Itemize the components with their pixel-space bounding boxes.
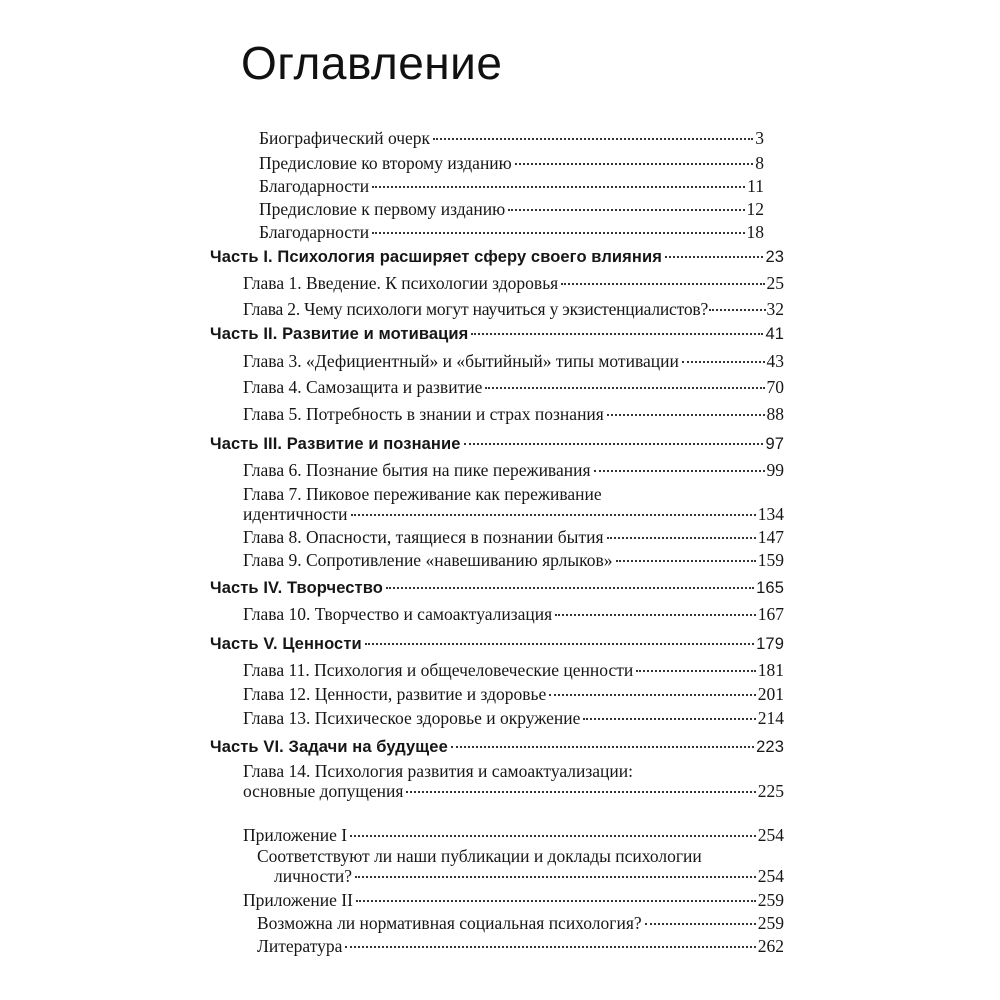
toc-entry-front <box>259 153 764 173</box>
appendix-label: Литература <box>257 936 343 956</box>
toc-entry-front <box>259 128 764 148</box>
entry-label: Благодарности <box>259 176 370 196</box>
appendix-label-continued: личности? <box>274 866 352 886</box>
dot-leader <box>616 560 756 562</box>
toc-part-heading <box>210 737 784 757</box>
dot-leader <box>561 283 764 285</box>
toc-chapter <box>243 404 784 424</box>
entry-page: 18 <box>746 222 764 242</box>
appendix-label: Приложение II <box>243 890 353 910</box>
dot-leader <box>471 333 763 335</box>
chapter-label: Глава 12. Ценности, развитие и здоровье <box>243 684 547 704</box>
entry-label: Предисловие ко второму изданию <box>259 153 512 173</box>
chapter-label: Глава 1. Введение. К психологии здоровья <box>243 273 559 293</box>
toc-chapter <box>243 527 784 547</box>
entry-label: Биографический очерк <box>259 128 431 148</box>
toc-appendix <box>243 890 784 910</box>
part-label: Часть VI. Задачи на будущее <box>210 738 448 756</box>
toc-part-heading <box>210 247 784 267</box>
dot-leader <box>356 900 756 902</box>
toc-part-heading <box>210 578 784 598</box>
part-page: 223 <box>756 738 784 756</box>
toc-chapter-multiline <box>243 761 784 801</box>
toc-part-heading <box>210 324 784 344</box>
page-title: Оглавление <box>241 37 503 89</box>
chapter-label: Глава 2. Чему психологи могут научиться у экзистенциалистов? <box>243 299 709 319</box>
dot-leader <box>682 361 765 363</box>
chapter-label: Глава 7. Пиковое переживание как переживание <box>243 484 602 504</box>
entry-label: Благодарности <box>259 222 370 242</box>
appendix-label: Соответствуют ли наши публикации и доклады психологии <box>257 846 702 866</box>
toc-appendix <box>257 936 784 956</box>
appendix-label: Возможна ли нормативная социальная психология? <box>257 913 642 933</box>
dot-leader <box>433 138 753 140</box>
toc-appendix <box>243 825 784 845</box>
chapter-label: Глава 6. Познание бытия на пике переживания <box>243 460 591 480</box>
part-page: 41 <box>765 325 784 343</box>
toc-appendix-multiline <box>257 846 784 886</box>
chapter-page: 225 <box>757 781 784 801</box>
chapter-label-continued: основные допущения <box>243 781 404 801</box>
dot-leader <box>594 470 765 472</box>
dot-leader <box>351 514 756 516</box>
chapter-label: Глава 11. Психология и общечеловеческие ценности <box>243 660 634 680</box>
part-label: Часть II. Развитие и мотивация <box>210 325 469 343</box>
dot-leader <box>355 876 756 878</box>
toc-chapter <box>243 273 784 293</box>
part-label: Часть I. Психология расширяет сферу своего влияния <box>210 248 662 266</box>
toc-entry-front <box>259 222 764 242</box>
part-page: 97 <box>765 435 784 453</box>
appendix-label: Приложение I <box>243 825 348 845</box>
toc-chapter <box>243 351 784 371</box>
entry-page: 3 <box>755 128 764 148</box>
toc-part-heading <box>210 634 784 654</box>
dot-leader <box>386 587 754 589</box>
appendix-page: 254 <box>757 825 784 845</box>
toc-entry-front <box>259 199 764 219</box>
dot-leader <box>372 232 744 234</box>
chapter-page: 147 <box>757 527 784 547</box>
chapter-page: 70 <box>766 377 784 397</box>
dot-leader <box>583 718 755 720</box>
chapter-label: Глава 5. Потребность в знании и страх познания <box>243 404 604 424</box>
dot-leader <box>406 791 755 793</box>
toc-chapter <box>243 684 784 704</box>
chapter-page: 88 <box>766 404 784 424</box>
dot-leader <box>372 186 745 188</box>
toc-chapter <box>243 550 784 570</box>
toc-chapter <box>243 299 784 319</box>
chapter-label: Глава 3. «Дефициентный» и «бытийный» типы мотивации <box>243 351 679 371</box>
dot-leader <box>365 643 754 645</box>
part-page: 165 <box>756 579 784 597</box>
dot-leader <box>485 387 764 389</box>
chapter-label: Глава 10. Творчество и самоактуализация <box>243 604 553 624</box>
dot-leader <box>555 614 756 616</box>
chapter-page: 159 <box>757 550 784 570</box>
appendix-page: 259 <box>757 890 784 910</box>
toc-chapter <box>243 660 784 680</box>
dot-leader <box>607 414 765 416</box>
entry-page: 11 <box>747 176 764 196</box>
chapter-page: 134 <box>757 504 784 524</box>
appendix-page: 254 <box>757 866 784 886</box>
chapter-page: 214 <box>757 708 784 728</box>
part-label: Часть IV. Творчество <box>210 579 383 597</box>
dot-leader <box>464 443 764 445</box>
chapter-page: 167 <box>757 604 784 624</box>
chapter-label: Глава 14. Психология развития и самоактуализации: <box>243 761 633 781</box>
entry-page: 8 <box>755 153 764 173</box>
chapter-label: Глава 13. Психическое здоровье и окружение <box>243 708 581 728</box>
dot-leader <box>665 256 764 258</box>
entry-page: 12 <box>746 199 764 219</box>
chapter-page: 181 <box>757 660 784 680</box>
toc-chapter <box>243 604 784 624</box>
appendix-page: 262 <box>757 936 784 956</box>
chapter-label-continued: идентичности <box>243 504 348 524</box>
chapter-page: 25 <box>766 273 784 293</box>
dot-leader <box>508 209 744 211</box>
dot-leader <box>451 746 754 748</box>
part-label: Часть III. Развитие и познание <box>210 435 461 453</box>
appendix-page: 259 <box>757 913 784 933</box>
toc-appendix <box>257 913 784 933</box>
toc-chapter <box>243 708 784 728</box>
part-label: Часть V. Ценности <box>210 635 362 653</box>
dot-leader <box>345 946 755 948</box>
dot-leader <box>645 923 756 925</box>
chapter-label: Глава 8. Опасности, таящиеся в познании бытия <box>243 527 604 547</box>
dot-leader <box>515 163 753 165</box>
dot-leader <box>350 835 756 837</box>
toc-part-heading <box>210 434 784 454</box>
chapter-page: 32 <box>766 299 784 319</box>
chapter-page: 43 <box>766 351 784 371</box>
chapter-label: Глава 4. Самозащита и развитие <box>243 377 483 397</box>
chapter-page: 99 <box>766 460 784 480</box>
entry-label: Предисловие к первому изданию <box>259 199 506 219</box>
dot-leader <box>549 694 755 696</box>
part-page: 23 <box>765 248 784 266</box>
dot-leader <box>709 309 765 311</box>
dot-leader <box>607 537 756 539</box>
toc-chapter <box>243 377 784 397</box>
dot-leader <box>636 670 755 672</box>
toc-chapter <box>243 460 784 480</box>
chapter-page: 201 <box>757 684 784 704</box>
part-page: 179 <box>756 635 784 653</box>
toc-entry-front <box>259 176 764 196</box>
toc-chapter-multiline <box>243 484 784 524</box>
chapter-label: Глава 9. Сопротивление «навешиванию ярлыков» <box>243 550 613 570</box>
